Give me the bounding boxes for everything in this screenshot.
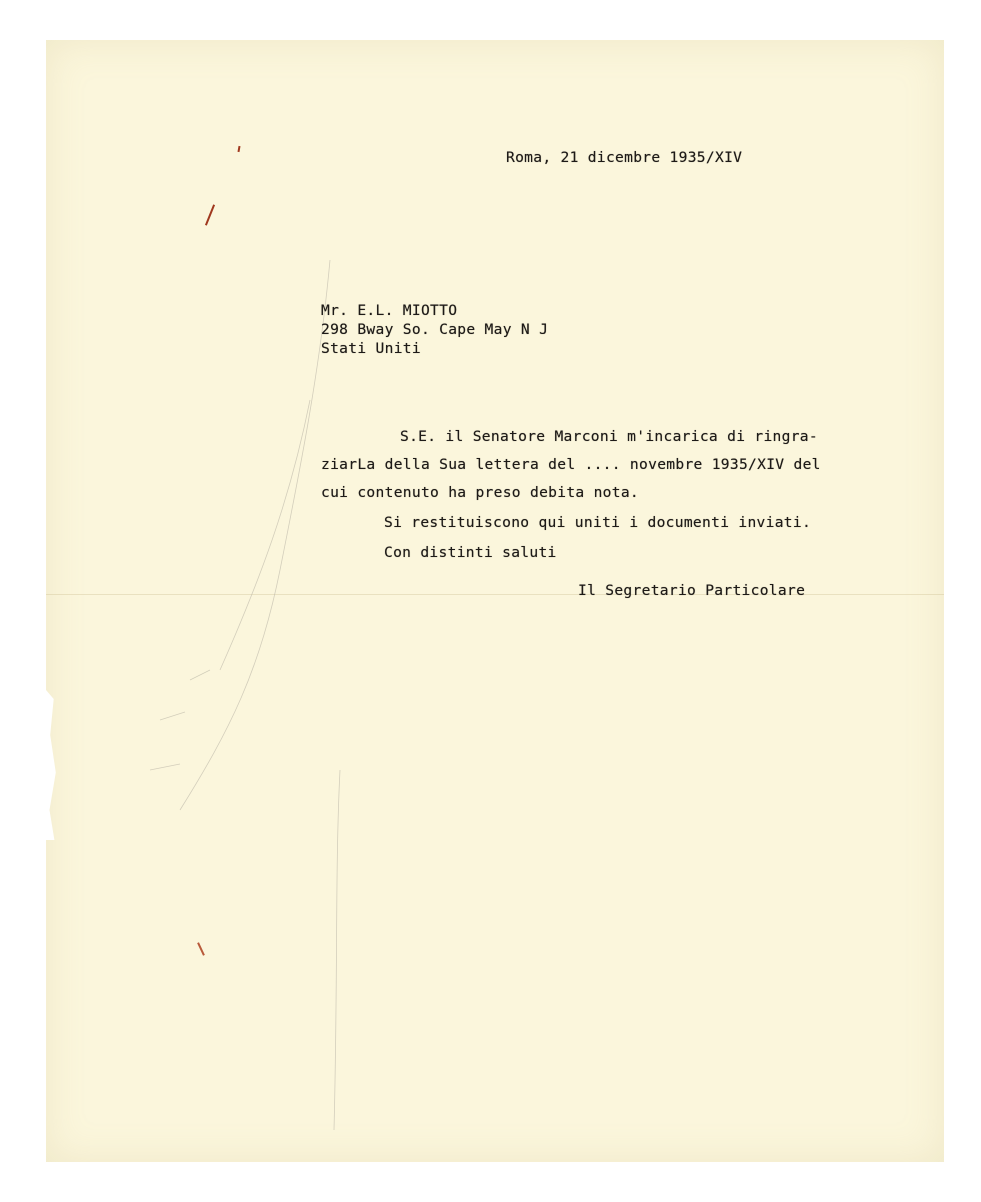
body-line-4: Si restituiscono qui uniti i documenti inviati. <box>384 514 812 531</box>
signature-title: Il Segretario Particolare <box>578 582 806 599</box>
body-line-3: cui contenuto ha preso debita nota. <box>321 484 640 501</box>
recipient-address: 298 Bway So. Cape May N J <box>321 321 549 338</box>
dateline: Roma, 21 dicembre 1935/XIV <box>506 149 743 166</box>
body-line-2: ziarLa della Sua lettera del .... novembre 1935/XIV del <box>321 456 821 473</box>
recipient-country: Stati Uniti <box>321 340 421 357</box>
paper-fold-line <box>46 594 944 595</box>
closing-salutation: Con distinti saluti <box>384 544 557 561</box>
recipient-name: Mr. E.L. MIOTTO <box>321 302 458 319</box>
body-line-1: S.E. il Senatore Marconi m'incarica di ringra- <box>400 428 818 445</box>
letter-sheet <box>46 40 944 1162</box>
